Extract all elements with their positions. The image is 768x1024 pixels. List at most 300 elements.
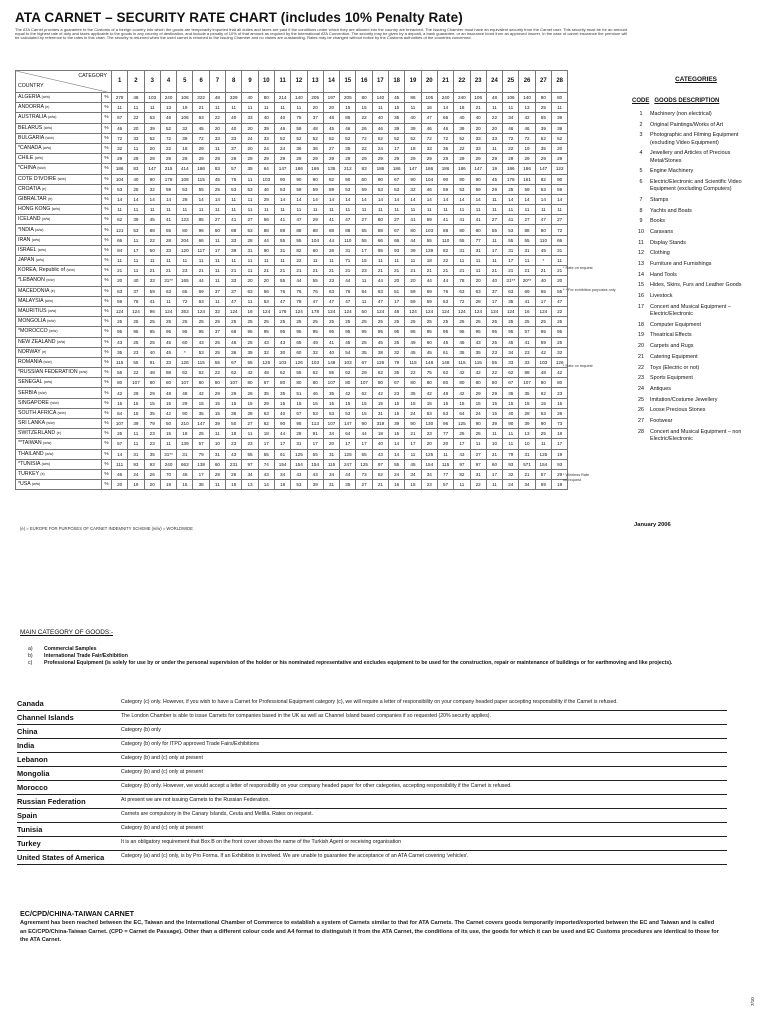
rate-cell: 20 xyxy=(323,103,339,113)
rate-cell: 90 xyxy=(454,174,470,184)
country-name: KOREA, Republic of xyxy=(18,267,65,274)
rate-cell: 53 xyxy=(307,408,323,418)
rate-cell: 86 xyxy=(405,93,421,103)
rate-cell: 71 xyxy=(340,256,356,266)
rate-cell: 59 xyxy=(405,296,421,306)
percent-cell: % xyxy=(102,154,112,164)
rate-cell: 106 xyxy=(177,113,193,123)
rate-cell: 17 xyxy=(356,439,372,449)
rate-cell: 17 xyxy=(356,245,372,255)
rate-cell: 31 xyxy=(552,245,568,255)
category-code: 17 xyxy=(638,303,644,310)
rate-cell: 17 xyxy=(503,256,519,266)
rate-cell: 20 xyxy=(552,276,568,286)
rate-cell: 17 xyxy=(128,245,144,255)
category-item xyxy=(632,354,762,361)
rate-cell: 21 xyxy=(421,266,437,276)
rate-cell: 62 xyxy=(503,368,519,378)
rate-cell: 40 xyxy=(226,123,242,133)
rate-cell: 25 xyxy=(356,317,372,327)
rate-cell: 14 xyxy=(389,449,405,459)
table-row xyxy=(16,174,568,184)
rate-cell: 72 xyxy=(519,133,535,143)
rate-cell: 72 xyxy=(552,225,568,235)
percent-cell: % xyxy=(102,429,112,439)
rate-cell: 25 xyxy=(128,317,144,327)
rate-cell: 39 xyxy=(405,123,421,133)
rate-cell: 124 xyxy=(437,306,453,316)
rate-cell: 21 xyxy=(193,103,209,113)
rate-cell: 41 xyxy=(323,215,339,225)
rate-cell: 60 xyxy=(356,174,372,184)
rate-cell: 240 xyxy=(437,93,453,103)
rate-cell: 23 xyxy=(356,266,372,276)
category-code: 24 xyxy=(638,385,644,392)
rate-cell: 25 xyxy=(356,337,372,347)
rate-cell: 59 xyxy=(470,184,486,194)
rate-cell: 186 xyxy=(503,164,519,174)
rate-cell: 31 xyxy=(470,469,486,479)
country-name: THAILAND xyxy=(18,450,44,457)
rate-cell: 69 xyxy=(519,286,535,296)
region-tag: (w/w) xyxy=(31,237,41,242)
rate-cell: 11 xyxy=(209,143,225,153)
rate-cell: 88 xyxy=(437,225,453,235)
table-header-row xyxy=(16,71,568,93)
rate-cell: 45 xyxy=(405,459,421,469)
table-row xyxy=(16,266,568,276)
rate-cell: 16 xyxy=(421,103,437,113)
rate-cell: 55 xyxy=(274,276,290,286)
category-country-header xyxy=(16,71,112,93)
rate-cell: 29 xyxy=(356,154,372,164)
rate-cell: 11 xyxy=(372,103,388,113)
rate-cell: 48 xyxy=(144,368,160,378)
rate-cell: 80 xyxy=(486,378,502,388)
restriction-row xyxy=(17,753,727,767)
rate-cell: 15 xyxy=(226,480,242,490)
rate-cell: 46 xyxy=(372,123,388,133)
rate-cell: 95 xyxy=(242,327,258,337)
category-code: 25 xyxy=(638,396,644,403)
percent-cell: % xyxy=(102,388,112,398)
rate-cell: 55 xyxy=(454,235,470,245)
rate-cell: 95 xyxy=(470,327,486,337)
rate-cell: 52 xyxy=(291,133,307,143)
page-title: ATA CARNET – SECURITY RATE CHART (includes 10% Penalty Rate) xyxy=(15,10,463,25)
rate-cell: 14 xyxy=(144,194,160,204)
rate-cell: 29 xyxy=(242,154,258,164)
region-tag: (w/w) xyxy=(50,400,59,405)
rate-cell: 29 xyxy=(177,154,193,164)
rate-cell: 11 xyxy=(177,205,193,215)
rate-cell: 11 xyxy=(226,256,242,266)
category-description: Hides, Skins, Furs and Leather Goods xyxy=(650,282,742,289)
rate-cell: 27 xyxy=(209,215,225,225)
rate-cell: 21 xyxy=(519,266,535,276)
restriction-text: It is an obligatory requirement that Box B on the front cover shows the name of the Turkish Agent or receiving organisation xyxy=(121,839,401,845)
country-name: ALGERIA xyxy=(18,94,41,101)
rate-cell: 147 xyxy=(470,164,486,174)
rate-cell: 76 xyxy=(437,286,453,296)
rate-cell: 29 xyxy=(258,398,274,408)
country-header-label: COUNTRY xyxy=(18,83,44,89)
rate-cell: 78 xyxy=(291,296,307,306)
rate-cell: 53 xyxy=(323,408,339,418)
rate-cell: 11 xyxy=(242,194,258,204)
rate-cell: 79 xyxy=(503,449,519,459)
category-item xyxy=(632,218,762,225)
rate-cell: 72 xyxy=(454,296,470,306)
country-cell xyxy=(16,419,102,429)
region-tag: (w/w) xyxy=(43,380,53,385)
category-column-header: 11 xyxy=(274,71,290,93)
rate-cell: 53 xyxy=(258,296,274,306)
restriction-country: United States of America xyxy=(17,853,105,862)
rate-cell: 161 xyxy=(519,174,535,184)
rate-cell: 21 xyxy=(340,266,356,276)
rate-cell: 21 xyxy=(486,266,502,276)
rate-cell: 21 xyxy=(144,266,160,276)
rate-cell: 95 xyxy=(291,327,307,337)
intro-paragraph: The ATA Carnet provides a guarantee to the Customs of a foreign country into which the goods are temporarily imported that all duties and taxes are paid if the conditions under which they are allowed into the country are breached. The Issuing Chamber must have an equivalent security from the Carnet user. This security must be for an amount equal to the highest rate of duty and taxes applicable to the goods in any country of destination, and include a penalty of 10% of that amount as required by the International ATA Convention. The security may be given by a deposit, a bank guarantee, or an insurance bond from an approved insurer. In the case of carnet insurance the premium will be calculated by reference to the rates in this chart. The security is returned when the used carnet is returned to the Issuing Chamber and no claims are outstanding. Rates may be changed without notice by the Customs authorities of the countries concerned. xyxy=(15,28,627,41)
rate-cell: 44 xyxy=(356,429,372,439)
percent-cell: % xyxy=(102,276,112,286)
percent-cell: % xyxy=(102,347,112,357)
category-code: 22 xyxy=(638,364,644,371)
rate-cell: 15 xyxy=(486,398,502,408)
rate-cell: 27 xyxy=(519,215,535,225)
rate-cell: 50 xyxy=(226,419,242,429)
page-number: 7/10 xyxy=(750,997,755,1006)
restriction-country: Morocco xyxy=(17,783,48,792)
rate-cell: 72 xyxy=(421,133,437,143)
rate-cell: 55 xyxy=(258,449,274,459)
rate-cell: 14 xyxy=(258,480,274,490)
restriction-text: Category (b) and (c) only at present xyxy=(121,755,203,761)
rate-cell: 34 xyxy=(405,469,421,479)
rate-cell: 125 xyxy=(535,449,551,459)
rate-cell: 55 xyxy=(486,225,502,235)
rate-cell: 40 xyxy=(274,113,290,123)
rate-cell: 18 xyxy=(226,429,242,439)
rate-cell: 59 xyxy=(160,184,176,194)
country-name: JAPAN xyxy=(18,257,35,264)
rate-cell: 72 xyxy=(503,133,519,143)
rate-cell: 32 xyxy=(389,347,405,357)
rate-cell: 110 xyxy=(437,235,453,245)
rate-cell: 47 xyxy=(372,296,388,306)
rate-cell: 20 xyxy=(209,123,225,133)
rate-cell: 140 xyxy=(372,93,388,103)
region-tag: (e) xyxy=(50,288,55,293)
rate-cell: 67 xyxy=(226,357,242,367)
category-description: Computer Equipment xyxy=(650,321,701,328)
rate-cell: 11 xyxy=(144,256,160,266)
category-description: Footwear xyxy=(650,418,673,425)
country-cell xyxy=(16,103,102,113)
rate-cell: 22 xyxy=(128,113,144,123)
rate-cell: 43 xyxy=(193,337,209,347)
rate-cell: 103 xyxy=(535,357,551,367)
rate-cell: 43 xyxy=(454,449,470,459)
rate-cell: 35 xyxy=(340,480,356,490)
rate-cell: 21 xyxy=(470,103,486,113)
rate-cell: 67 xyxy=(258,378,274,388)
rate-cell: 32 xyxy=(177,123,193,133)
country-name: SRI LANKA xyxy=(18,420,45,427)
rate-cell: 35 xyxy=(519,388,535,398)
percent-cell: % xyxy=(102,408,112,418)
rate-cell: 11 xyxy=(242,205,258,215)
main-goods-list xyxy=(28,646,733,668)
rate-cell: 186 xyxy=(421,164,437,174)
rate-cell: 33 xyxy=(421,143,437,153)
goods-description-header: GOODS DESCRIPTION xyxy=(654,98,720,104)
category-description: Sports Equipment xyxy=(650,375,693,382)
rate-cell: 67 xyxy=(389,225,405,235)
rate-cell: 42 xyxy=(552,368,568,378)
rate-cell: 25 xyxy=(486,317,502,327)
rate-cell: 88 xyxy=(519,225,535,235)
rate-cell: 15 xyxy=(389,398,405,408)
category-column-header: 25 xyxy=(503,71,519,93)
side-note-taiwan: * Wireless Rate on request xyxy=(563,473,590,482)
rate-cell: 97 xyxy=(372,459,388,469)
category-code: 20 xyxy=(638,343,644,350)
rate-cell: 45 xyxy=(372,337,388,347)
rate-cell: 80 xyxy=(470,225,486,235)
rate-cell: 135 xyxy=(323,164,339,174)
rate-cell: 414 xyxy=(177,164,193,174)
country-name: MONGOLIA xyxy=(18,318,46,325)
percent-cell: % xyxy=(102,266,112,276)
restriction-row xyxy=(17,795,727,809)
rate-cell: 65 xyxy=(177,286,193,296)
rate-cell: 31 xyxy=(340,245,356,255)
category-code: 16 xyxy=(638,293,644,300)
rate-cell: 94 xyxy=(112,245,128,255)
rate-cell: 54 xyxy=(340,347,356,357)
table-row xyxy=(16,469,568,479)
rate-cell: 23 xyxy=(486,347,502,357)
rate-cell: 17 xyxy=(340,439,356,449)
rate-cell: 20 xyxy=(242,276,258,286)
rate-cell: 45 xyxy=(437,337,453,347)
rate-cell: 15 xyxy=(340,398,356,408)
rate-cell: 67 xyxy=(503,378,519,388)
category-description: Catering Equipment xyxy=(650,353,698,360)
rate-cell: 80 xyxy=(552,378,568,388)
table-row xyxy=(16,256,568,266)
rate-cell: 32 xyxy=(209,306,225,316)
rate-cell: 39 xyxy=(128,419,144,429)
category-description: Toys (Electric or not) xyxy=(650,364,700,371)
rate-cell: 11 xyxy=(486,143,502,153)
rate-cell: 66 xyxy=(112,235,128,245)
category-column-header: 20 xyxy=(421,71,437,93)
rate-cell: 15 xyxy=(356,398,372,408)
rate-cell: 80 xyxy=(209,378,225,388)
rate-cell: 40 xyxy=(226,113,242,123)
rate-cell: 147 xyxy=(193,419,209,429)
percent-cell: % xyxy=(102,296,112,306)
rate-cell: 11 xyxy=(372,256,388,266)
rate-cell: 186 xyxy=(112,164,128,174)
rate-cell: 21 xyxy=(307,266,323,276)
rate-cell: 63 xyxy=(193,296,209,306)
percent-cell: % xyxy=(102,419,112,429)
rate-cell: 63 xyxy=(503,286,519,296)
rate-cell: 178 xyxy=(503,174,519,184)
rate-cell: 20 xyxy=(470,123,486,133)
rate-cell: 27 xyxy=(356,480,372,490)
rate-cell: 42 xyxy=(421,388,437,398)
rate-cell: 45 xyxy=(340,337,356,347)
rate-cell: 37 xyxy=(226,286,242,296)
rate-cell: 66 xyxy=(372,235,388,245)
rate-cell: 95 xyxy=(437,327,453,337)
rate-cell: 91 xyxy=(307,429,323,439)
rate-cell: 22 xyxy=(128,368,144,378)
rate-cell: 11 xyxy=(535,439,551,449)
rate-cell: 53 xyxy=(177,184,193,194)
rate-cell: 46 xyxy=(340,123,356,133)
rate-cell: 80 xyxy=(454,225,470,235)
rate-cell: 62 xyxy=(535,388,551,398)
rate-cell: 26 xyxy=(242,388,258,398)
rate-cell: 11 xyxy=(486,429,502,439)
rate-cell: 44 xyxy=(258,235,274,245)
rate-cell: 31 xyxy=(177,449,193,459)
category-description: Loose Precious Stones xyxy=(650,407,706,414)
rate-cell: 14 xyxy=(274,194,290,204)
rate-cell: 27 xyxy=(389,215,405,225)
rate-cell: 76 xyxy=(291,286,307,296)
rate-cell: 18 xyxy=(421,256,437,266)
region-tag: (w/w) xyxy=(41,95,51,100)
rate-cell: 48 xyxy=(307,123,323,133)
rate-cell: 77 xyxy=(437,469,453,479)
rate-cell: 11 xyxy=(486,194,502,204)
rate-cell: 95 xyxy=(486,327,502,337)
country-name: GIBRALTAR xyxy=(18,195,47,202)
rate-cell: 31 xyxy=(323,480,339,490)
rate-cell: 34 xyxy=(323,429,339,439)
rate-cell: 126 xyxy=(552,357,568,367)
rate-cell: 124 xyxy=(226,306,242,316)
rate-cell: 40 xyxy=(258,113,274,123)
rate-cell: 11 xyxy=(356,296,372,306)
rate-cell: 107 xyxy=(356,378,372,388)
rate-cell: 31 xyxy=(274,245,290,255)
rate-cell: 90 xyxy=(274,419,290,429)
rate-cell: 124 xyxy=(193,306,209,316)
rate-cell: 60 xyxy=(307,245,323,255)
rate-cell: 11 xyxy=(112,103,128,113)
rate-cell: 27 xyxy=(242,215,258,225)
percent-cell: % xyxy=(102,449,112,459)
rate-cell: 45 xyxy=(405,347,421,357)
rate-cell: 11 xyxy=(372,205,388,215)
rate-cell: 21 xyxy=(112,266,128,276)
rate-cell: 15 xyxy=(160,429,176,439)
rate-cell: 11 xyxy=(144,205,160,215)
country-cell xyxy=(16,296,102,306)
category-column-header: 5 xyxy=(177,71,193,93)
rate-cell: 17 xyxy=(389,296,405,306)
rate-cell: 148 xyxy=(421,357,437,367)
rate-cell: 29 xyxy=(519,154,535,164)
country-cell xyxy=(16,317,102,327)
rate-cell: 11 xyxy=(209,266,225,276)
rate-cell: 115 xyxy=(437,459,453,469)
percent-cell: % xyxy=(102,174,112,184)
country-cell xyxy=(16,235,102,245)
country-cell xyxy=(16,215,102,225)
rate-cell: 103 xyxy=(421,225,437,235)
category-column-header: 23 xyxy=(470,71,486,93)
rate-cell: 47 xyxy=(226,296,242,306)
rate-cell: 57 xyxy=(112,439,128,449)
rate-cell: 35 xyxy=(454,347,470,357)
rate-cell: * xyxy=(535,256,551,266)
rate-cell: 82 xyxy=(437,245,453,255)
rate-cell: 14 xyxy=(291,194,307,204)
rate-cell: 76 xyxy=(274,286,290,296)
region-tag: (w/w) xyxy=(35,227,44,232)
rate-cell: 62 xyxy=(274,368,290,378)
rate-cell: 18 xyxy=(454,103,470,113)
rate-cell: 52 xyxy=(535,133,551,143)
rate-cell: 37 xyxy=(209,286,225,296)
rate-cell: 25 xyxy=(519,317,535,327)
rate-cell: 53 xyxy=(291,480,307,490)
rate-cell: 62 xyxy=(356,388,372,398)
rate-cell: 139 xyxy=(177,439,193,449)
table-row xyxy=(16,133,568,143)
category-code: 27 xyxy=(638,418,644,425)
rate-cell: 20 xyxy=(258,276,274,286)
rate-cell: 96 xyxy=(437,419,453,429)
rate-cell: 123 xyxy=(177,215,193,225)
rate-cell: 15 xyxy=(323,398,339,408)
category-code: 14 xyxy=(638,271,644,278)
rate-cell: 25 xyxy=(454,317,470,327)
rate-cell: 52 xyxy=(160,123,176,133)
rate-cell: 107 xyxy=(128,378,144,388)
table-row xyxy=(16,205,568,215)
rate-cell: 66 xyxy=(193,235,209,245)
rate-cell: 124 xyxy=(405,306,421,316)
rate-cell: 95 xyxy=(454,327,470,337)
rate-cell: 14 xyxy=(405,194,421,204)
rate-cell: 43 xyxy=(470,337,486,347)
percent-cell: % xyxy=(102,378,112,388)
rate-cell: 53 xyxy=(340,408,356,418)
goods-category-item xyxy=(28,653,733,660)
rate-cell: 21 xyxy=(519,469,535,479)
table-row xyxy=(16,235,568,245)
category-item xyxy=(632,397,762,404)
rate-cell: 47 xyxy=(535,215,551,225)
rate-cell: 69 xyxy=(535,480,551,490)
rate-cell: 11 xyxy=(193,205,209,215)
rate-cell: 47 xyxy=(340,296,356,306)
rate-cell: 82 xyxy=(291,245,307,255)
rate-cell: 96 xyxy=(144,306,160,316)
rate-cell: 154 xyxy=(535,459,551,469)
